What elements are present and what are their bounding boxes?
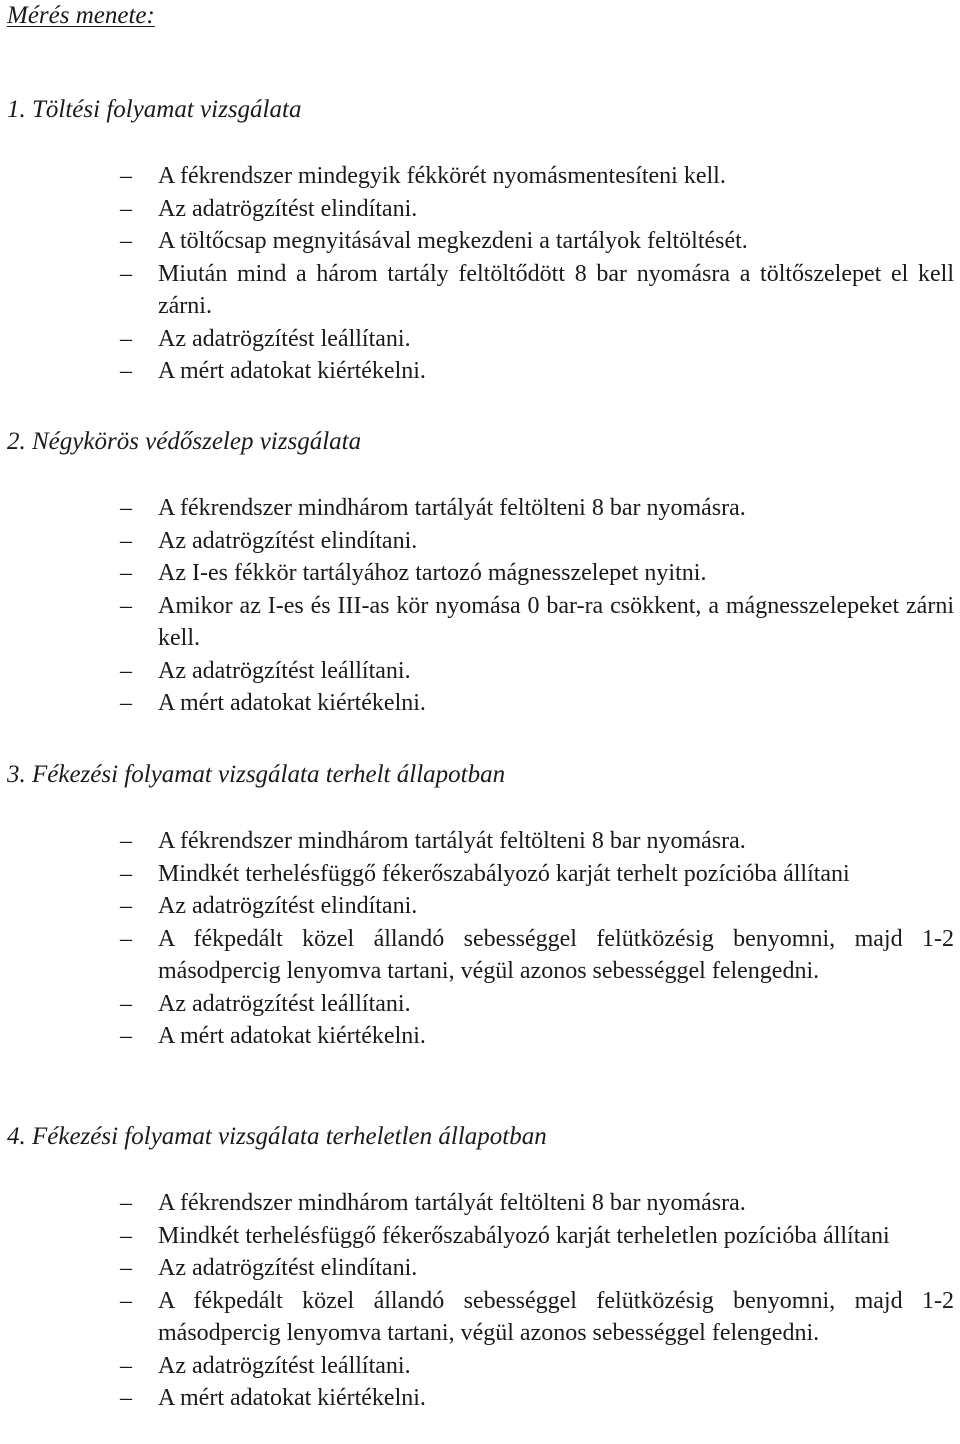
dash-bullet-icon: – bbox=[120, 1287, 132, 1314]
dash-bullet-icon: – bbox=[120, 657, 132, 684]
step-text: Az adatrögzítést leállítani. bbox=[158, 657, 411, 684]
dash-bullet-icon: – bbox=[120, 828, 132, 854]
section-heading: 1. Töltési folyamat vizsgálata bbox=[7, 96, 302, 123]
step-text: Az adatrögzítést elindítani. bbox=[158, 195, 418, 222]
step-text: Az I-es fékkör tartályához tartozó mágnesszelepet nyitni. bbox=[158, 560, 707, 586]
step-item bbox=[0, 858, 960, 891]
step-text: A fékpedált közel állandó sebességgel felütközésig benyomni, majd 1-2 másodpercig lenyomva tartani, végül azonos sebességgel felengedni. bbox=[158, 925, 954, 984]
dash-bullet-icon: – bbox=[120, 358, 132, 384]
step-text: Mindkét terhelésfüggő fékerőszabályozó karját terhelt pozícióba állítani bbox=[158, 860, 850, 887]
dash-bullet-icon: – bbox=[120, 560, 132, 586]
dash-bullet-icon: – bbox=[120, 1222, 132, 1249]
step-list bbox=[0, 825, 960, 1053]
step-item bbox=[0, 988, 960, 1021]
step-text: A töltőcsap megnyitásával megkezdeni a tartályok feltöltését. bbox=[158, 228, 748, 254]
step-item bbox=[0, 890, 960, 923]
section-heading: 4. Fékezési folyamat vizsgálata terheletlen állapotban bbox=[7, 1123, 547, 1150]
dash-bullet-icon: – bbox=[120, 1255, 132, 1281]
step-text: Amikor az I-es és III-as kör nyomása 0 bar-ra csökkent, a mágnesszelepeket zárni kell. bbox=[158, 592, 954, 651]
step-item bbox=[0, 323, 960, 356]
step-text: A mért adatokat kiértékelni. bbox=[158, 1385, 426, 1411]
document-title: Mérés menete: bbox=[7, 2, 155, 29]
dash-bullet-icon: – bbox=[120, 325, 132, 352]
dash-bullet-icon: – bbox=[120, 260, 132, 287]
step-text: A fékrendszer mindegyik fékkörét nyomásmentesíteni kell. bbox=[158, 163, 726, 189]
step-item bbox=[0, 655, 960, 688]
dash-bullet-icon: – bbox=[120, 1385, 132, 1411]
dash-bullet-icon: – bbox=[120, 925, 132, 952]
step-text: A mért adatokat kiértékelni. bbox=[158, 690, 426, 716]
step-item bbox=[0, 1382, 960, 1415]
section-heading: 3. Fékezési folyamat vizsgálata terhelt állapotban bbox=[7, 761, 506, 788]
section-heading: 2. Négykörös védőszelep vizsgálata bbox=[7, 428, 362, 455]
dash-bullet-icon: – bbox=[120, 860, 132, 887]
step-list bbox=[0, 492, 960, 720]
dash-bullet-icon: – bbox=[120, 690, 132, 716]
step-item bbox=[0, 492, 960, 525]
step-item bbox=[0, 1350, 960, 1383]
step-text: Az adatrögzítést elindítani. bbox=[158, 527, 418, 554]
dash-bullet-icon: – bbox=[120, 195, 132, 222]
step-text: Az adatrögzítést leállítani. bbox=[158, 1352, 411, 1379]
dash-bullet-icon: – bbox=[120, 1023, 132, 1049]
dash-bullet-icon: – bbox=[120, 1352, 132, 1379]
step-text: A fékpedált közel állandó sebességgel felütközésig benyomni, majd 1-2 másodpercig lenyomva tartani, végül azonos sebességgel felengedni. bbox=[158, 1287, 954, 1346]
dash-bullet-icon: – bbox=[120, 495, 132, 521]
step-item bbox=[0, 1220, 960, 1253]
step-item bbox=[0, 1020, 960, 1053]
step-item bbox=[0, 193, 960, 226]
step-item bbox=[0, 1187, 960, 1220]
step-item bbox=[0, 1285, 960, 1350]
dash-bullet-icon: – bbox=[120, 592, 132, 619]
step-text: Az adatrögzítést leállítani. bbox=[158, 325, 411, 352]
step-item bbox=[0, 355, 960, 388]
step-text: Az adatrögzítést leállítani. bbox=[158, 990, 411, 1017]
dash-bullet-icon: – bbox=[120, 893, 132, 919]
step-item bbox=[0, 590, 960, 655]
dash-bullet-icon: – bbox=[120, 228, 132, 254]
step-text: A mért adatokat kiértékelni. bbox=[158, 1023, 426, 1049]
step-item bbox=[0, 225, 960, 258]
dash-bullet-icon: – bbox=[120, 163, 132, 189]
step-list bbox=[0, 160, 960, 388]
dash-bullet-icon: – bbox=[120, 527, 132, 554]
step-item bbox=[0, 160, 960, 193]
step-text: A mért adatokat kiértékelni. bbox=[158, 358, 426, 384]
step-text: Az adatrögzítést elindítani. bbox=[158, 1255, 418, 1281]
step-item bbox=[0, 258, 960, 323]
step-text: A fékrendszer mindhárom tartályát feltölteni 8 bar nyomásra. bbox=[158, 828, 746, 854]
dash-bullet-icon: – bbox=[120, 1190, 132, 1216]
dash-bullet-icon: – bbox=[120, 990, 132, 1017]
step-item bbox=[0, 687, 960, 720]
step-text: Mindkét terhelésfüggő fékerőszabályozó karját terheletlen pozícióba állítani bbox=[158, 1222, 890, 1249]
step-text: Az adatrögzítést elindítani. bbox=[158, 893, 418, 919]
step-item bbox=[0, 1252, 960, 1285]
step-text: A fékrendszer mindhárom tartályát feltölteni 8 bar nyomásra. bbox=[158, 1190, 746, 1216]
step-item bbox=[0, 525, 960, 558]
step-item bbox=[0, 557, 960, 590]
step-list bbox=[0, 1187, 960, 1415]
step-text: Miután mind a három tartály feltöltődött 8 bar nyomásra a töltőszelepet el kell zárni. bbox=[158, 260, 954, 319]
step-item bbox=[0, 825, 960, 858]
step-item bbox=[0, 923, 960, 988]
step-text: A fékrendszer mindhárom tartályát feltölteni 8 bar nyomásra. bbox=[158, 495, 746, 521]
